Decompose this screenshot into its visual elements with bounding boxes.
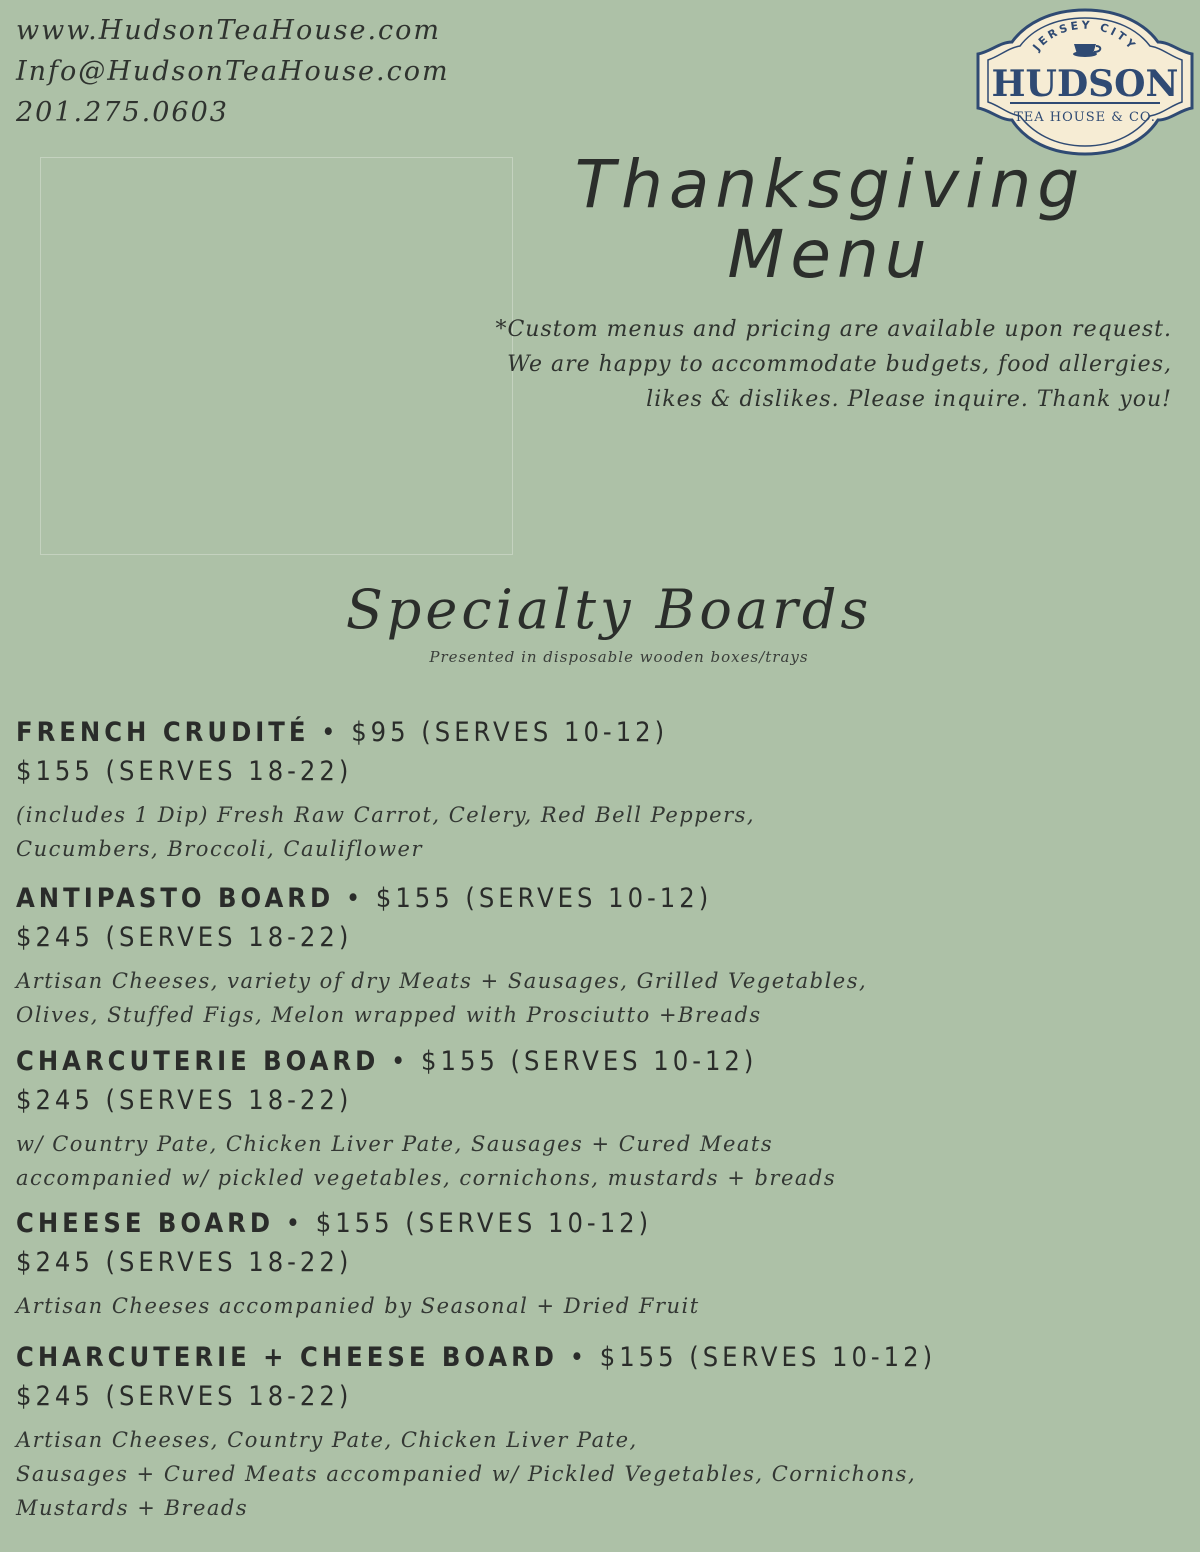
note-line-2: We are happy to accommodate budgets, food allergies, — [507, 352, 1172, 377]
menu-item-description — [16, 1127, 1186, 1195]
website-link[interactable]: www.HudsonTeaHouse.com — [16, 15, 442, 46]
photo-placeholder — [40, 157, 513, 555]
menu-item-description — [16, 1423, 1186, 1525]
section-subtitle: Presented in disposable wooden boxes/trays — [429, 648, 809, 666]
menu-item-heading — [16, 1338, 1186, 1416]
menu-item-price: • $155 (SERVES 10-12) — [274, 1208, 653, 1239]
description-line: Artisan Cheeses accompanied by Seasonal + Dried Fruit — [16, 1294, 700, 1318]
menu-item-heading — [16, 713, 1186, 791]
note-line-3: likes & dislikes. Please inquire. Thank you! — [646, 387, 1172, 412]
menu-item-price: • $155 (SERVES 10-12) — [334, 883, 713, 914]
logo-name: HUDSON — [991, 63, 1179, 105]
menu-item-description — [16, 1289, 1186, 1323]
section-title: Specialty Boards — [345, 578, 873, 641]
menu-item — [16, 1338, 1186, 1525]
description-line: Cucumbers, Broccoli, Cauliflower — [16, 837, 424, 861]
menu-item-price-large: $245 (SERVES 18-22) — [16, 922, 353, 953]
logo-sub: TEA HOUSE & CO. — [1014, 110, 1156, 125]
menu-item-price-large: $245 (SERVES 18-22) — [16, 1247, 353, 1278]
description-line: w/ Country Pate, Chicken Liver Pate, Sausages + Cured Meats — [16, 1132, 774, 1156]
menu-item — [16, 713, 1186, 866]
menu-item-name: CHEESE BOARD — [16, 1208, 275, 1239]
custom-menu-note — [472, 312, 1172, 417]
menu-item-heading — [16, 1204, 1186, 1282]
menu-item — [16, 1204, 1186, 1323]
description-line: Mustards + Breads — [16, 1496, 249, 1520]
description-line: (includes 1 Dip) Fresh Raw Carrot, Celery, Red Bell Peppers, — [16, 803, 756, 827]
menu-item-price: • $155 (SERVES 10-12) — [379, 1046, 758, 1077]
page-title — [560, 146, 1100, 293]
contact-block — [16, 10, 450, 133]
email-link[interactable]: Info@HudsonTeaHouse.com — [16, 56, 450, 87]
menu-item-name: CHARCUTERIE BOARD — [16, 1046, 380, 1077]
menu-item-name: FRENCH CRUDITÉ — [16, 717, 310, 748]
description-line: Artisan Cheeses, variety of dry Meats + Sausages, Grilled Vegetables, — [16, 969, 868, 993]
menu-item-name: ANTIPASTO BOARD — [16, 883, 335, 914]
menu-item-price-large: $155 (SERVES 18-22) — [16, 756, 353, 787]
menu-item-description — [16, 798, 1186, 866]
description-line: accompanied w/ pickled vegetables, cornichons, mustards + breads — [16, 1166, 837, 1190]
description-line: Sausages + Cured Meats accompanied w/ Pickled Vegetables, Cornichons, — [16, 1462, 917, 1486]
note-line-1: *Custom menus and pricing are available upon request. — [495, 317, 1172, 342]
logo-top-text: JERSEY CITY — [1030, 18, 1140, 54]
menu-item-name: CHARCUTERIE + CHEESE BOARD — [16, 1342, 558, 1373]
title-line-2: Menu — [727, 216, 933, 293]
hudson-logo — [970, 2, 1200, 162]
menu-item-price-large: $245 (SERVES 18-22) — [16, 1381, 353, 1412]
phone-number[interactable]: 201.275.0603 — [16, 97, 229, 128]
menu-item-price: • $155 (SERVES 10-12) — [557, 1342, 937, 1373]
menu-item-price: • $95 (SERVES 10-12) — [309, 717, 669, 748]
menu-item-description — [16, 964, 1186, 1032]
title-line-1: Thanksgiving — [574, 146, 1086, 223]
menu-item — [16, 1042, 1186, 1195]
description-line: Olives, Stuffed Figs, Melon wrapped with Prosciutto +Breads — [16, 1003, 762, 1027]
menu-item-heading — [16, 879, 1186, 957]
menu-item-price-large: $245 (SERVES 18-22) — [16, 1085, 353, 1116]
menu-item — [16, 879, 1186, 1032]
menu-item-heading — [16, 1042, 1186, 1120]
description-line: Artisan Cheeses, Country Pate, Chicken Liver Pate, — [16, 1428, 638, 1452]
